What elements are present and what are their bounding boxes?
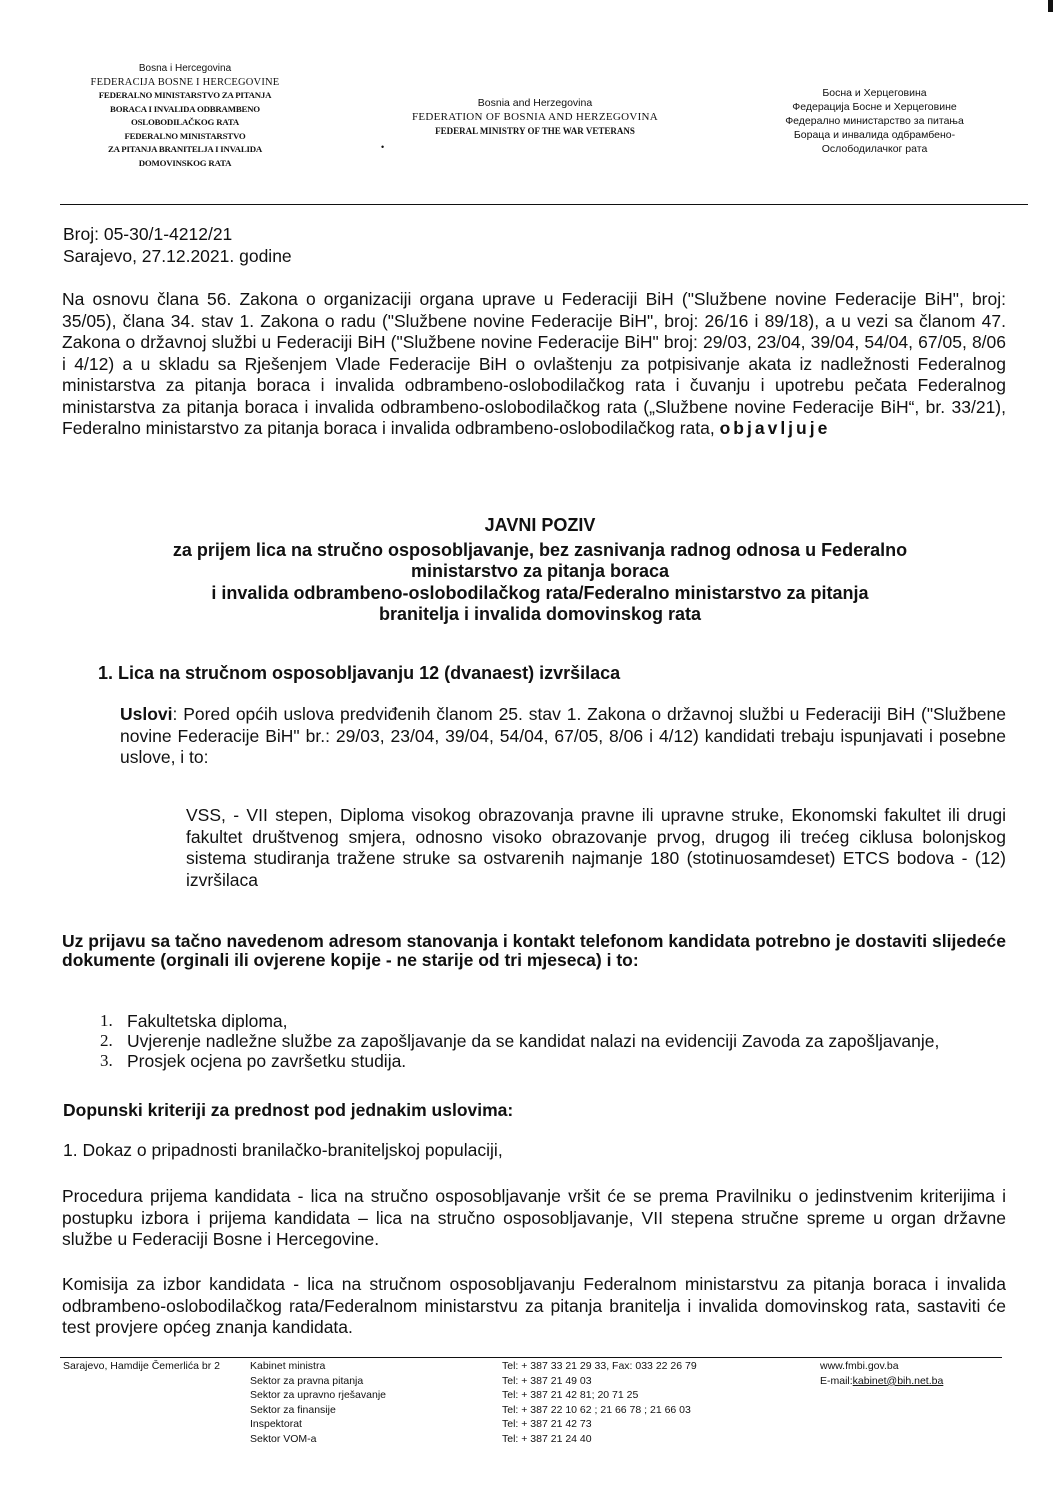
title-line-2: za prijem lica na stručno osposobljavanje, bez zasnivanja radnog odnosa u Federalno [172, 540, 908, 560]
footer-phone: Tel: + 387 21 24 40 [502, 1432, 592, 1445]
list-item-number: 3. [100, 1051, 113, 1070]
list-item [100, 1011, 1006, 1031]
document-number: Broj: 05-30/1-4212/21 [63, 224, 233, 244]
footer-phones [502, 1359, 697, 1447]
scan-mark [1048, 0, 1053, 12]
footer-contact [820, 1359, 943, 1388]
title-line-3: ministarstvo za pitanja boraca [410, 561, 670, 581]
footer-phone: Tel: + 387 21 42 81; 20 71 25 [502, 1389, 639, 1402]
list-item-text: Fakultetska diploma, [127, 1011, 288, 1031]
footer-sector: Sektor za upravno rješavanje [250, 1389, 386, 1402]
conditions-label: Uslovi [120, 704, 173, 724]
documents-intro: Uz prijavu sa tačno navedenom adresom stanovanja i kontakt telefonom kandidata potrebno je dostaviti slijedeće dokumente (orginali ili ovjerene kopije - ne starije od tri mjeseca) i to: [62, 931, 1006, 970]
footer-phone: Tel: + 387 21 42 73 [502, 1418, 592, 1431]
intro-emphasis: objavljuje [719, 418, 831, 438]
header-left-line: FEDERALNO MINISTARSTVO ZA PITANJA [98, 90, 272, 100]
footer-sectors [250, 1359, 386, 1447]
list-item [100, 1051, 1006, 1071]
header-left-line: FEDERALNO MINISTARSTVO [124, 130, 246, 141]
title-line-1: JAVNI POZIV [484, 515, 596, 535]
header-left-line: ZA PITANJA BRANITELJA I INVALIDA [107, 144, 263, 154]
header-right-line: Федерално министарство за питања [785, 115, 964, 127]
title-line-5: branitelja i invalida domovinskog rata [378, 604, 702, 624]
footer-sector: Sektor za finansije [250, 1403, 336, 1416]
footer-phone: Tel: + 387 22 10 62 ; 21 66 78 ; 21 66 03 [502, 1403, 691, 1416]
header-right-block [752, 86, 997, 156]
footer-sector: Sektor za pravna pitanja [250, 1374, 364, 1387]
list-item-text: Prosjek ocjena po završetku studija. [127, 1051, 407, 1071]
intro-text: Na osnovu člana 56. Zakona o organizaciji organa uprave u Federaciji BiH ("Službene novine Federacije BiH", broj: 35/05), člana 34. stav 1. Zakona o radu ("Službene novine Federacije BiH", broj: 26/16 i 89/18), a u vezi sa članom 47. Zakona o državnoj službi u Federaciji BiH ("Službene novine Federacije BiH" broj: 29/03, 23/04, 39/04, 54/04, 67/05, 8/06 i 4/12) a u skladu sa Rješenjem Vlade Federacije BiH o ovlaštenju za potpisivanje akata iz nadležnosti Federalnog ministarstva za pitanja boraca i invalida odbrambeno-oslobodilačkog rata i čuvanju i upotrebu pečata Federalnog ministarstva za pitanja boraca i invalida odbrambeno-oslobodilačkog rata („Službene novine Federacije BiH“, br. 33/21), Federalno ministarstvo za pitanja boraca i invalida odbrambeno-oslobodilačkog rata, [62, 289, 1006, 438]
header-middle-block [380, 96, 690, 138]
list-item-number: 1. [100, 1011, 113, 1030]
title-line-4: i invalida odbrambeno-oslobodilačkog rata/Federalno ministarstvo za pitanja [211, 583, 869, 603]
intro-paragraph [62, 289, 1006, 440]
header-left-line: DOMOVINSKOG RATA [138, 157, 232, 168]
header-right-line: Ослободилачког рата [821, 143, 928, 155]
footer-sector: Inspektorat [250, 1418, 302, 1431]
section1-heading: 1. Lica na stručnom osposobljavanju 12 (dvanaest) izvršilaca [98, 663, 621, 683]
header-dot: • [381, 142, 385, 152]
document-date: Sarajevo, 27.12.2021. godine [63, 246, 292, 266]
header-right-line: Федерација Босне и Херцеговине [792, 101, 957, 113]
list-item-text: Uvjerenje nadležne službe za zapošljavanje da se kandidat nalazi na evidenciji Zavoda za zapošljavanje, [127, 1031, 940, 1051]
header-right-line: Бораца и инвалида одбрамбено- [793, 129, 956, 141]
header-right-line: Босна и Херцеговина [822, 87, 927, 99]
header-left-federation: FEDERACIJA BOSNE I HERCEGOVINE [90, 76, 280, 88]
footer-email-link[interactable]: kabinet@bih.net.ba [852, 1374, 944, 1387]
footer-address: Sarajevo, Hamdije Čemerlića br 2 [63, 1360, 220, 1372]
header-left-block [70, 62, 300, 170]
documents-list [100, 1011, 1006, 1071]
commission-paragraph: Komisija za izbor kandidata - lica na stručnom osposobljavanju Federalnom ministarstvu za pitanja boraca i invalida odbrambeno-oslobodilačkog rata/Federalnom ministarstvu za pitanja branitelja i invalida domovinskog rata, sastaviti će test provjere općeg znanja kandidata. [62, 1274, 1006, 1337]
footer-website-link[interactable]: www.fmbi.gov.ba [820, 1360, 899, 1372]
list-item-number: 2. [100, 1031, 113, 1050]
footer-phone: Tel: + 387 33 21 29 33, Fax: 033 22 26 79 [502, 1360, 697, 1372]
header-middle-country: Bosnia and Herzegovina [477, 97, 593, 109]
footer-divider [60, 1357, 1002, 1358]
supplementary-heading: Dopunski kriteriji za prednost pod jednakim uslovima: [63, 1100, 514, 1120]
supplementary-item: 1. Dokaz o pripadnosti branilačko-braniteljskoj populaciji, [63, 1140, 503, 1160]
footer-sector: Sektor VOM-a [250, 1432, 317, 1445]
footer-email [820, 1374, 943, 1389]
header-middle-federation: FEDERATION OF BOSNIA AND HERZEGOVINA [411, 111, 659, 123]
section1-conditions [120, 704, 1006, 769]
header-left-country: Bosna i Hercegovina [138, 63, 232, 74]
header-divider [60, 204, 1028, 205]
list-item [100, 1031, 1006, 1051]
header-left-line: OSLOBODILAČKOG RATA [130, 117, 240, 127]
footer-sector: Kabinet ministra [250, 1360, 326, 1372]
footer-email-label: E-mail: [820, 1374, 853, 1387]
header-middle-ministry: FEDERAL MINISTRY OF THE WAR VETERANS [435, 126, 635, 136]
procedure-paragraph: Procedura prijema kandidata - lica na stručno osposobljavanje vršit će se prema Pravilniku o jedinstvenim kriterijima i postupku izbora i prijema kandidata – lica na stručno osposobljavanje, VII stepena stručne spreme u organ državne službe u Federaciji Bosne i Hercegovine. [62, 1186, 1006, 1249]
footer-phone: Tel: + 387 21 49 03 [502, 1374, 592, 1387]
conditions-text: : Pored općih uslova predviđenih članom 25. stav 1. Zakona o državnoj službi u Federaciji BiH ("Službene novine Federacije BiH" br.: 29/03, 23/04, 39/04, 54/04, 67/05, 8/06 i 4/12) kandidati trebaju ispunjavati i posebne uslove, i to: [120, 704, 1006, 767]
header-left-line: BORACA I INVALIDA ODBRAMBENO [110, 103, 260, 114]
section1-requirement: VSS, - VII stepen, Diploma visokog obrazovanja pravne ili upravne struke, Ekonomski fakultet ili drugi fakultet društvenog smjera, odnosno visoko obrazovanje prvog, drugog ili trećeg ciklusa bolonjskog sistema studiranja tražene struke sa ostvarenih najmanje 180 (stotinuosamdeset) ETCS bodova - (12) izvršilaca [186, 805, 1006, 890]
